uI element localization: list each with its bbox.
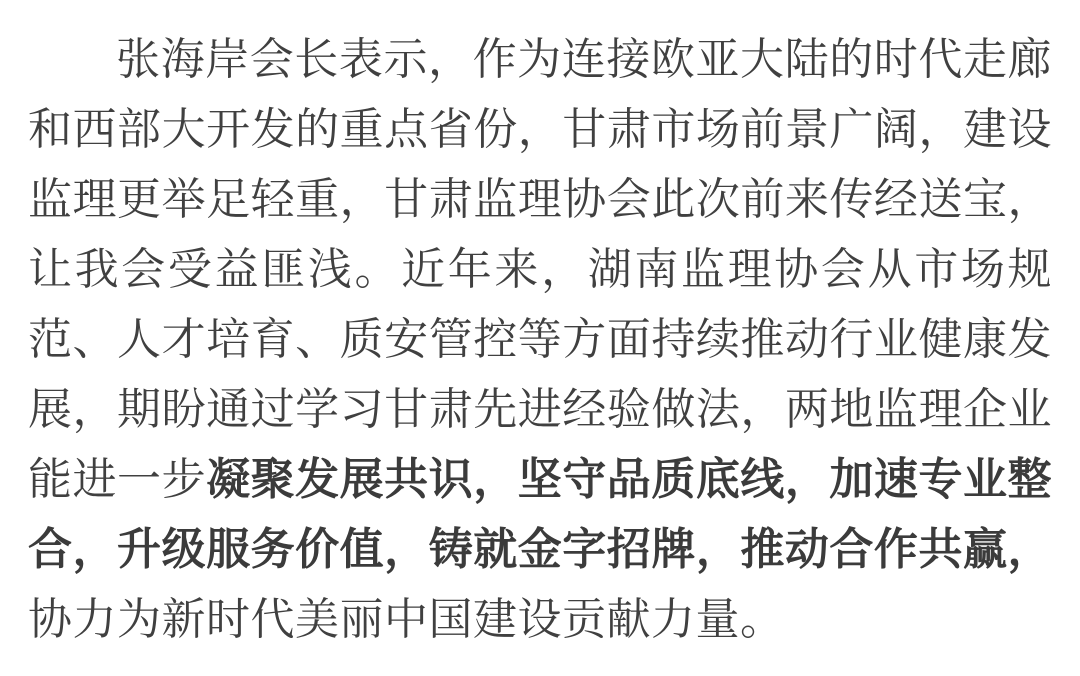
paragraph-text-emphasis: 凝聚发展共识，坚守品质底线，加速专业整合，升级服务价值，铸就金字招牌，推动合作共赢， <box>28 455 1053 574</box>
paragraph-text-tail: 协力为新时代美丽中国建设贡献力量。 <box>28 595 785 644</box>
article-paragraph <box>28 25 1052 655</box>
article-body <box>28 25 1052 655</box>
paragraph-text-lead: 张海岸会长表示，作为连接欧亚大陆的时代走廊和西部大开发的重点省份，甘肃市场前景广阔，建设监理更举足轻重，甘肃监理协会此次前来传经送宝，让我会受益匪浅。近年来，湖南监理协会从市场规范、人才培育、质安管控等方面持续推动行业健康发展，期盼通过学习甘肃先进经验做法，两地监理企业能进一步 <box>28 35 1052 504</box>
